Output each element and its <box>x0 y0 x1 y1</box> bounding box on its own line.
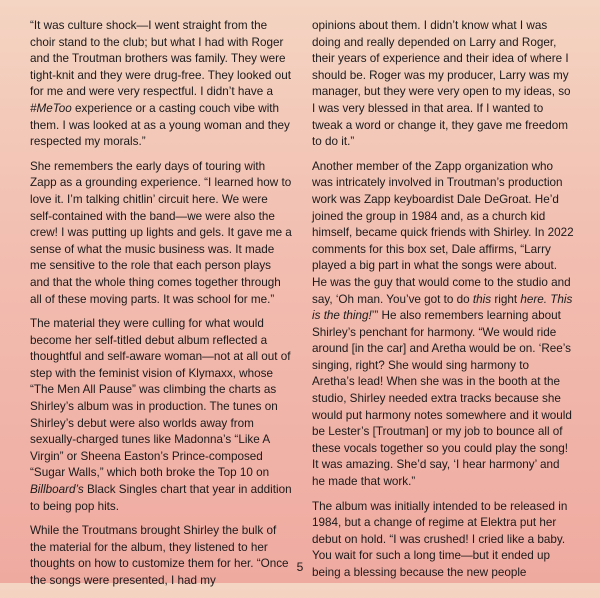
right-column <box>312 18 574 590</box>
paragraph: “It was culture shock—I went straight from the choir stand to the club; but what I had with Roger and the Troutman brothers was family. They were tight-knit and they were drug-free. They looked out for me and were very respectful. I didn’t have a #MeToo experience or a casting couch vibe with them. I was looked at as a young woman and they respected my morals.” <box>30 19 291 149</box>
paragraph: The material they were culling for what would become her self-titled debut album reflected a thoughtful and self-aware woman—not at all out of step with the feminist vision of Klymaxx, whose “The Men All Pause” was climbing the charts as Shirley’s album was in production. The tunes on Shirley’s debut were also worlds away from sexually-charged tunes like Madonna’s “Like A Virgin” or Sheena Easton’s Prince-composed “Sugar Walls,” which both broke the Top 10 on Billboard’s Black Singles chart that year in addition to being pop hits. <box>30 317 292 513</box>
left-column <box>30 18 292 598</box>
paragraph: While the Troutmans brought Shirley the bulk of the material for the album, they listened to her thoughts on how to customize them for her. “Once the songs were presented, I had my <box>30 524 289 587</box>
paragraph: Another member of the Zapp organization who was intricately involved in Troutman’s production work was Zapp keyboardist Dale DeGroat. He’d joined the group in 1984 and, as a church kid himself, became quick friends with Shirley. In 2022 comments for this box set, Dale affirms, “Larry played a big part in what the songs were about. He was the guy that would come to the studio and say, ‘Oh man. You’ve got to do this right here. This is the thing!’” He also remembers learning about Shirley’s penchant for harmony. “We would ride around [in the car] and Aretha would be on. ‘Ree’s singing, right? She would sing harmony to Aretha’s lead! When she was in the booth at the studio, Shirley needed extra tracks because she would put harmony notes somewhere and it would be Lester’s [Troutman] or my job to bounce all of these vocals together so you could play the song! It was amazing. She’d say, ‘I hear harmony’ and he made that work.” <box>312 159 574 489</box>
paragraph: The album was initially intended to be released in 1984, but a change of regime at Elektra put her debut on hold. “I was crushed! I cried like a baby. You wait for such a long time—but it ended up being a blessing because the new people <box>312 499 568 579</box>
page-number: 5 <box>296 560 304 574</box>
paragraph: She remembers the early days of touring with Zapp as a grounding experience. “I learned how to love it. I’m talking chitlin’ circuit here. We were self-contained with the band—we were also the crew! I was putting up lights and gels. It gave me a sense of what the music business was. It made me sensitive to the role that each person plays and that the whole thing comes together through all of these moving parts. It was school for me.” <box>30 159 292 306</box>
paragraph: opinions about them. I didn’t know what I was doing and really depended on Larry and Roger, their years of experience and their idea of where I should be. Roger was my producer, Larry was my manager, but they were very open to my ideas, so I was very blessed in that area. If I wanted to tweak a word or change it, they gave me freedom to do it.” <box>312 19 571 149</box>
